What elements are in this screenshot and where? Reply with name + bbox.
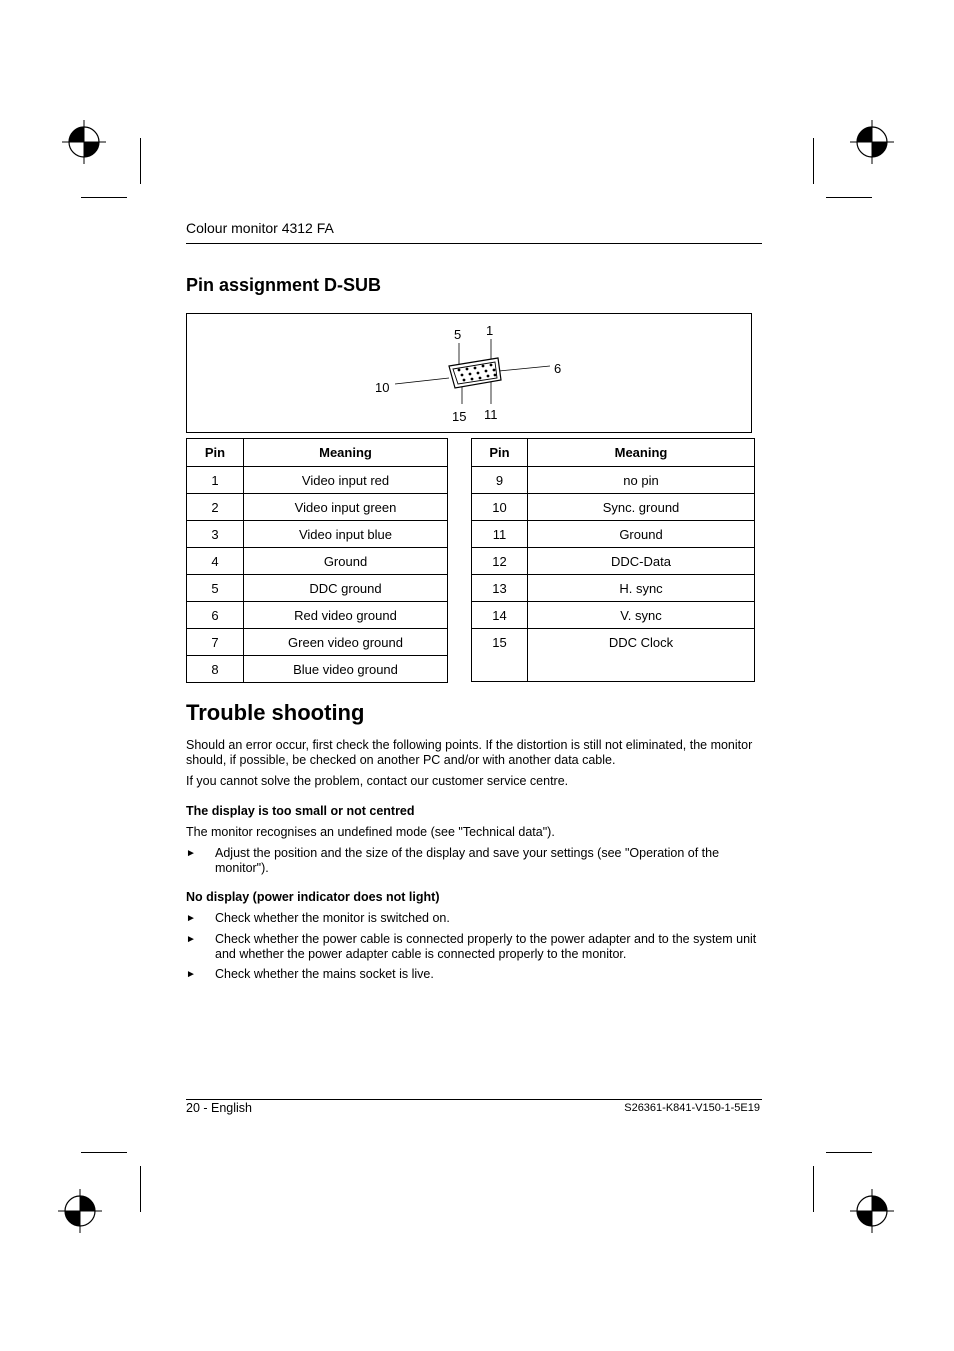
table-row: [187, 575, 448, 602]
pin-meaning: V. sync: [528, 602, 755, 629]
pin-meaning: DDC ground: [244, 575, 448, 602]
document-code: S26361-K841-V150-1-5E19: [624, 1102, 760, 1114]
pin-number: 6: [187, 602, 244, 629]
pin-label-6: 6: [554, 361, 562, 376]
footer-rule: [186, 1099, 762, 1100]
pin-meaning: DDC-Data: [528, 548, 755, 575]
pin-table-left: [186, 438, 448, 683]
table-row: [187, 602, 448, 629]
display-small-text: The monitor recognises an undefined mode (see "Technical data").: [186, 825, 555, 839]
pin-number: 5: [187, 575, 244, 602]
table-row: [187, 629, 448, 656]
table-row: [472, 575, 755, 602]
table-header-row: [472, 439, 755, 467]
pin-table-right: [471, 438, 755, 682]
pin-meaning: Ground: [244, 548, 448, 575]
pin-label-15: 15: [452, 409, 467, 424]
pin-meaning: Green video ground: [244, 629, 448, 656]
list-item-text: Check whether the monitor is switched on.: [215, 911, 450, 925]
intro-paragraph: Should an error occur, first check the following points. If the distortion is still not eliminated, the monitor should, if possible, be checked on another PC and/or with another data cable.: [186, 738, 753, 767]
column-header-meaning: Meaning: [528, 439, 755, 467]
section-heading-trouble-shooting: Trouble shooting: [186, 700, 365, 725]
registration-mark-icon: [850, 1189, 894, 1233]
header-rule: [186, 243, 762, 244]
dsub-diagram: [186, 313, 752, 433]
pin-number: 11: [472, 521, 528, 548]
pin-number: 13: [472, 575, 528, 602]
pin-meaning: no pin: [528, 467, 755, 494]
pin-meaning: Video input green: [244, 494, 448, 521]
subheading-no-display: No display (power indicator does not light): [186, 890, 440, 904]
pin-meaning: Video input blue: [244, 521, 448, 548]
table-row: [187, 521, 448, 548]
pin-number: 1: [187, 467, 244, 494]
pin-number: 14: [472, 602, 528, 629]
registration-mark-icon: [58, 1189, 102, 1233]
running-header: Colour monitor 4312 FA: [186, 220, 334, 236]
pin-meaning: Red video ground: [244, 602, 448, 629]
pin-label-1: 1: [486, 323, 494, 338]
table-row: [187, 494, 448, 521]
pin-number: 4: [187, 548, 244, 575]
table-row: [472, 548, 755, 575]
pin-number: 8: [187, 656, 244, 683]
column-header-pin: Pin: [472, 439, 528, 467]
pin-meaning: Blue video ground: [244, 656, 448, 683]
pin-label-11: 11: [484, 407, 498, 422]
pin-number: 7: [187, 629, 244, 656]
dsub-connector-icon: [187, 314, 751, 432]
pin-label-10: 10: [375, 380, 390, 395]
column-header-meaning: Meaning: [244, 439, 448, 467]
pin-label-5: 5: [454, 327, 462, 342]
registration-mark-icon: [62, 120, 106, 164]
pin-meaning: Ground: [528, 521, 755, 548]
list-item-text: Adjust the position and the size of the display and save your settings (see "Operation of the monitor").: [215, 846, 720, 875]
registration-mark-icon: [850, 120, 894, 164]
table-row: [472, 629, 755, 682]
table-row: [472, 494, 755, 521]
pin-meaning: H. sync: [528, 575, 755, 602]
section-heading-pin-assignment: Pin assignment D-SUB: [186, 275, 382, 295]
pin-meaning: Video input red: [244, 467, 448, 494]
table-row: [187, 467, 448, 494]
pin-meaning: DDC Clock: [528, 629, 755, 682]
pin-number: 3: [187, 521, 244, 548]
table-row: [187, 548, 448, 575]
list-item-text: Check whether the mains socket is live.: [215, 967, 434, 981]
contact-paragraph: If you cannot solve the problem, contact our customer service centre.: [186, 774, 569, 788]
subheading-display-too-small: The display is too small or not centred: [186, 804, 415, 818]
table-row: [472, 602, 755, 629]
pin-number: 2: [187, 494, 244, 521]
pin-number: 10: [472, 494, 528, 521]
pin-number: 9: [472, 467, 528, 494]
bullet-arrow-icon: ►: [186, 969, 196, 980]
bullet-arrow-icon: ►: [186, 913, 196, 924]
bullet-arrow-icon: ►: [186, 848, 196, 859]
bullet-arrow-icon: ►: [186, 934, 196, 945]
table-row: [472, 467, 755, 494]
table-header-row: [187, 439, 448, 467]
table-row: [187, 656, 448, 683]
list-item-text: Check whether the power cable is connected properly to the power adapter and to the system unit and whether the power adapter cable is connected properly to the monitor.: [215, 932, 757, 961]
table-row: [472, 521, 755, 548]
pin-number: 15: [472, 629, 528, 682]
pin-number: 12: [472, 548, 528, 575]
page-number: 20 - English: [186, 1101, 253, 1115]
column-header-pin: Pin: [187, 439, 244, 467]
pin-meaning: Sync. ground: [528, 494, 755, 521]
